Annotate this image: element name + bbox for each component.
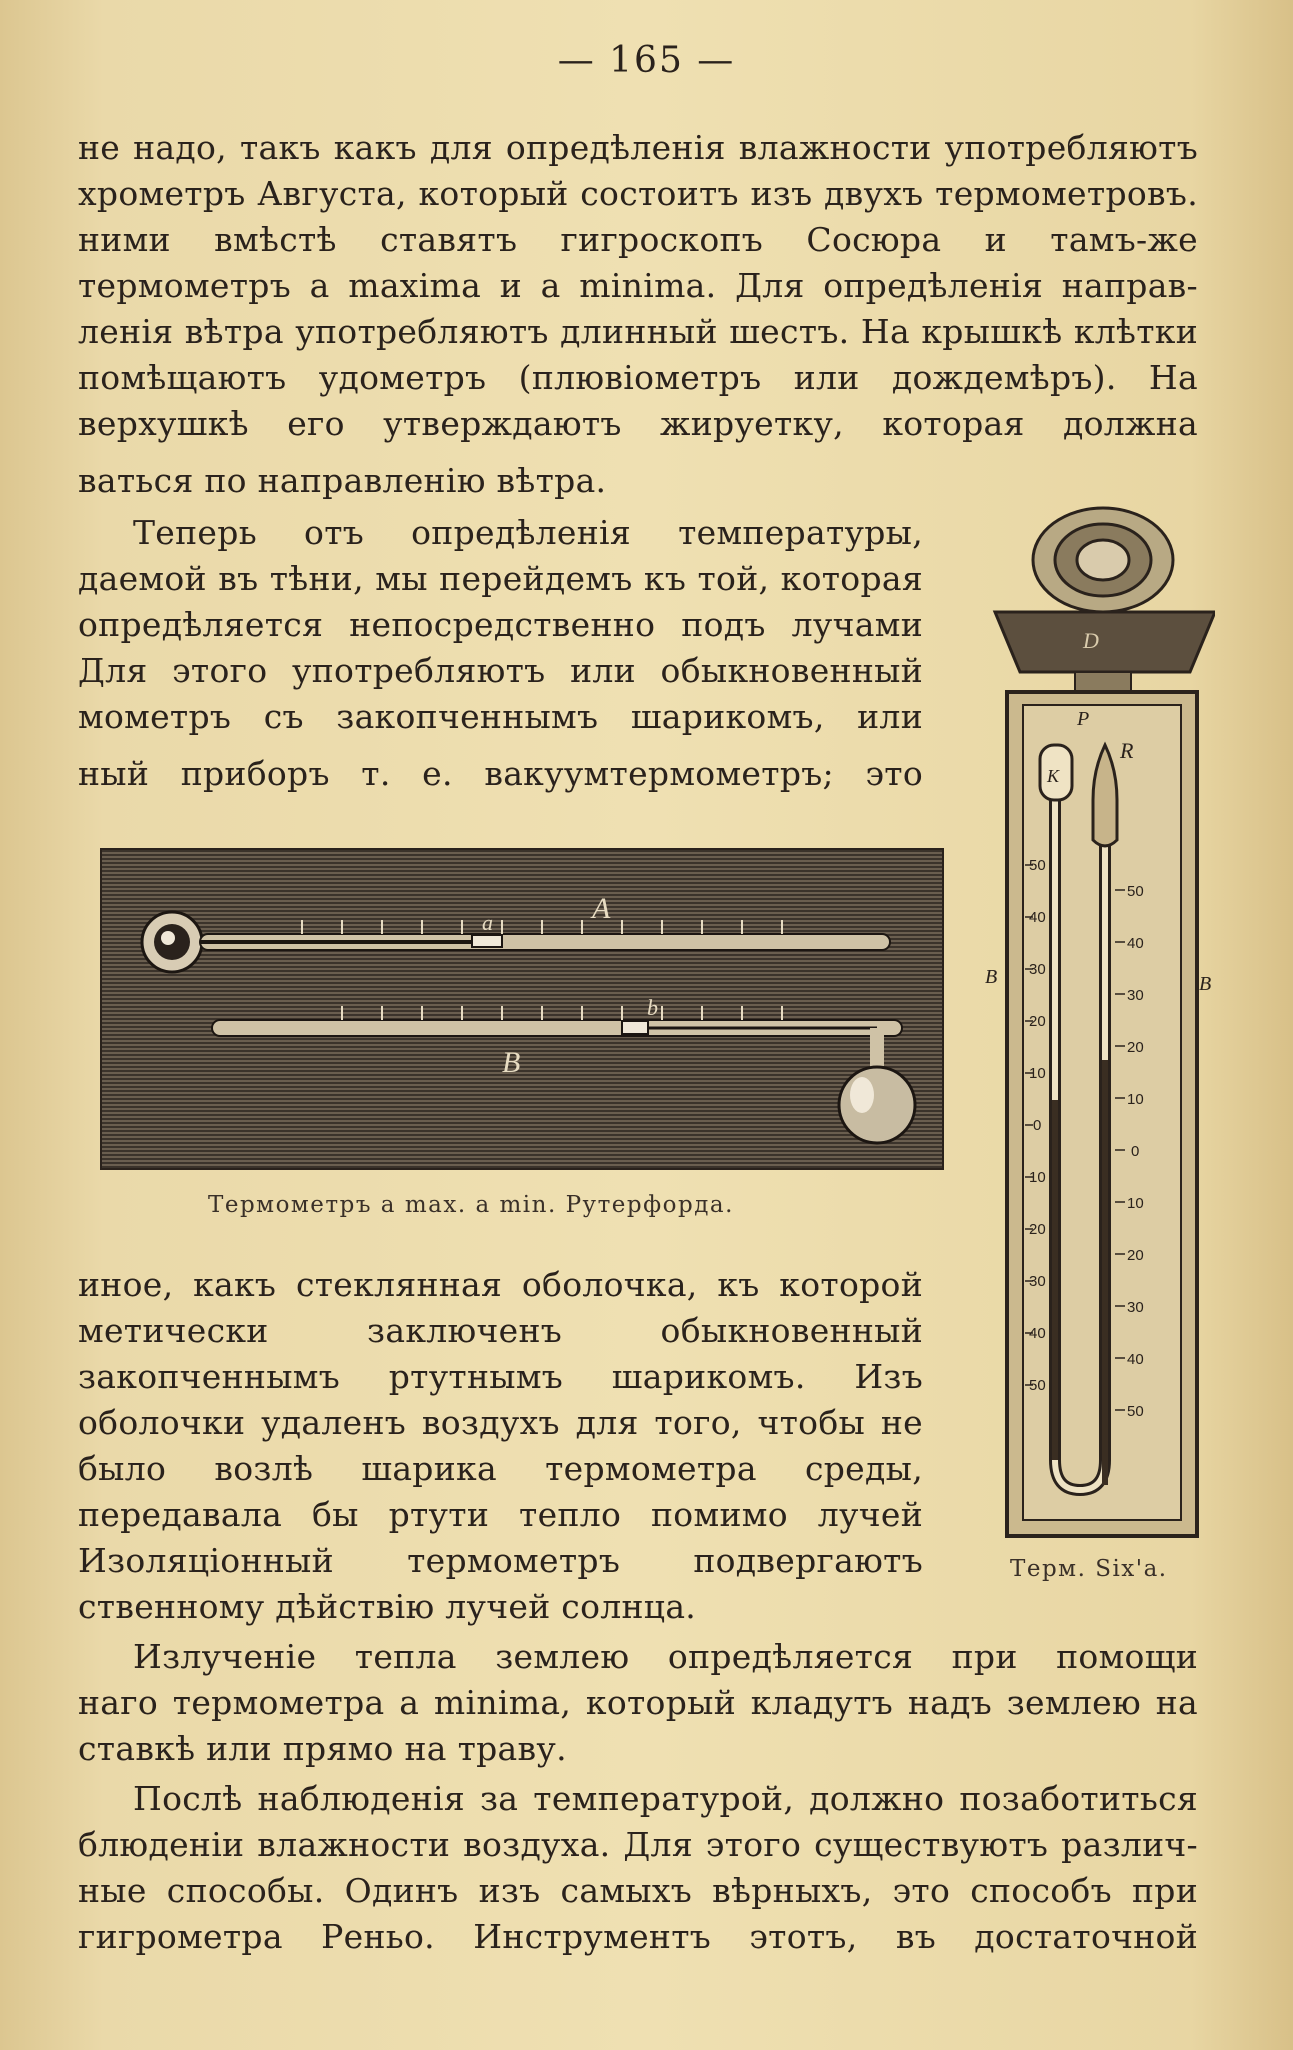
text-line: Послѣ наблюденія за температурой, должно позаботиться [133, 1779, 1198, 1818]
text-line: Теперь отъ опредѣленія температуры, [133, 513, 923, 552]
scale-tick-label: 20 [1127, 1039, 1144, 1056]
page-number: — 165 — [557, 40, 736, 81]
text-line: закопченнымъ ртутнымъ шарикомъ. Изъ [78, 1357, 923, 1396]
text-line: термометръ a maxima и a minima. Для опредѣленія направ- [78, 266, 1198, 305]
text-line: Изоляціонный термометръ подвергаютъ [78, 1541, 923, 1580]
text-line: передавала бы ртути тепло помимо лучей [78, 1495, 923, 1534]
text-line: оболочки удаленъ воздухъ для того, чтобы не [78, 1403, 923, 1442]
scale-tick-label: 40 [1029, 1325, 1046, 1342]
scale-tick-label: 30 [1127, 1299, 1144, 1316]
label-a-small: a [482, 910, 493, 935]
text-line: ственному дѣйствію лучей солнца. [78, 1587, 697, 1626]
text-line: Для этого употребляютъ или обыкновенный [78, 651, 923, 690]
text-line: ставкѣ или прямо на траву. [78, 1729, 567, 1768]
scale-tick-label: 30 [1029, 1273, 1046, 1290]
scale-tick-label: 50 [1127, 1403, 1144, 1420]
label-b-right: B [1199, 973, 1212, 995]
text-line: метически заключенъ обыкновенный [78, 1311, 923, 1350]
label-d: D [1083, 628, 1099, 653]
text-line: наго термометра a minima, который кладутъ надъ землею на [78, 1683, 1198, 1722]
scale-tick-label: 50 [1127, 883, 1144, 900]
text-line: помѣщаютъ удометръ (плювіометръ или дождемѣръ). На [78, 358, 1198, 397]
text-line: не надо, такъ какъ для опредѣленія влажности употребляютъ [78, 128, 1198, 167]
scale-tick-label: 0 [1033, 1117, 1042, 1134]
scale-tick-label: 40 [1127, 1351, 1144, 1368]
six-thermometer-figure [985, 500, 1215, 1545]
text-line: Излученіе тепла землею опредѣляется при помощи [133, 1637, 1198, 1676]
six-thermometer-drawing [985, 500, 1215, 1545]
label-p: P [1077, 708, 1090, 730]
rutherford-thermometer-figure [100, 848, 944, 1170]
text-line: гигрометра Реньо. Инструментъ этотъ, въ достаточной [78, 1917, 1198, 1956]
scale-tick-label: 20 [1029, 1013, 1046, 1030]
scale-tick-label: 40 [1127, 935, 1144, 952]
text-line: мометръ съ закопченнымъ шарикомъ, или [78, 697, 923, 736]
scale-tick-label: 10 [1029, 1169, 1046, 1186]
label-b-big: B [502, 1046, 521, 1079]
rutherford-caption: Термометръ a max. a min. Рутерфорда. [208, 1192, 734, 1218]
scale-tick-label: 30 [1029, 961, 1046, 978]
label-k: K [1047, 766, 1060, 786]
text-line: иное, какъ стеклянная оболочка, къ которой [78, 1265, 923, 1304]
label-a-big: A [592, 892, 611, 925]
scale-tick-label: 20 [1127, 1247, 1144, 1264]
text-line: ные способы. Одинъ изъ самыхъ вѣрныхъ, это способъ при [78, 1871, 1198, 1910]
scale-tick-label: 50 [1029, 857, 1046, 874]
scale-tick-label: 30 [1127, 987, 1144, 1004]
label-b-left: B [985, 966, 998, 988]
scale-tick-label: 10 [1029, 1065, 1046, 1082]
text-line: верхушкѣ его утверждаютъ жируетку, которая должна [78, 404, 1198, 443]
scale-tick-label: 50 [1029, 1377, 1046, 1394]
scale-tick-label: 10 [1127, 1195, 1144, 1212]
text-line: ними вмѣстѣ ставятъ гигроскопъ Сосюра и тамъ-же [78, 220, 1198, 259]
label-b-small: b [647, 995, 658, 1020]
six-caption: Терм. Six'а. [1010, 1556, 1168, 1582]
text-line: даемой въ тѣни, мы перейдемъ къ той, которая [78, 559, 923, 598]
label-r: R [1120, 738, 1134, 763]
text-line: блюденіи влажности воздуха. Для этого существуютъ различ- [78, 1825, 1198, 1864]
text-line: ный приборъ т. е. вакуумтермометръ; это [78, 754, 923, 793]
scale-tick-label: 40 [1029, 909, 1046, 926]
text-line: хрометръ Августа, который состоитъ изъ двухъ термометровъ. [78, 174, 1198, 213]
scale-tick-label: 10 [1127, 1091, 1144, 1108]
scale-tick-label: 0 [1131, 1143, 1140, 1160]
scale-tick-label: 20 [1029, 1221, 1046, 1238]
text-line: ваться по направленію вѣтра. [78, 461, 607, 500]
text-line: ленія вѣтра употребляютъ длинный шестъ. На крышкѣ клѣтки [78, 312, 1198, 351]
text-line: было возлѣ шарика термометра среды, [78, 1449, 923, 1488]
rutherford-thermometer-drawing [102, 850, 942, 1168]
text-line: опредѣляется непосредственно подъ лучами [78, 605, 923, 644]
